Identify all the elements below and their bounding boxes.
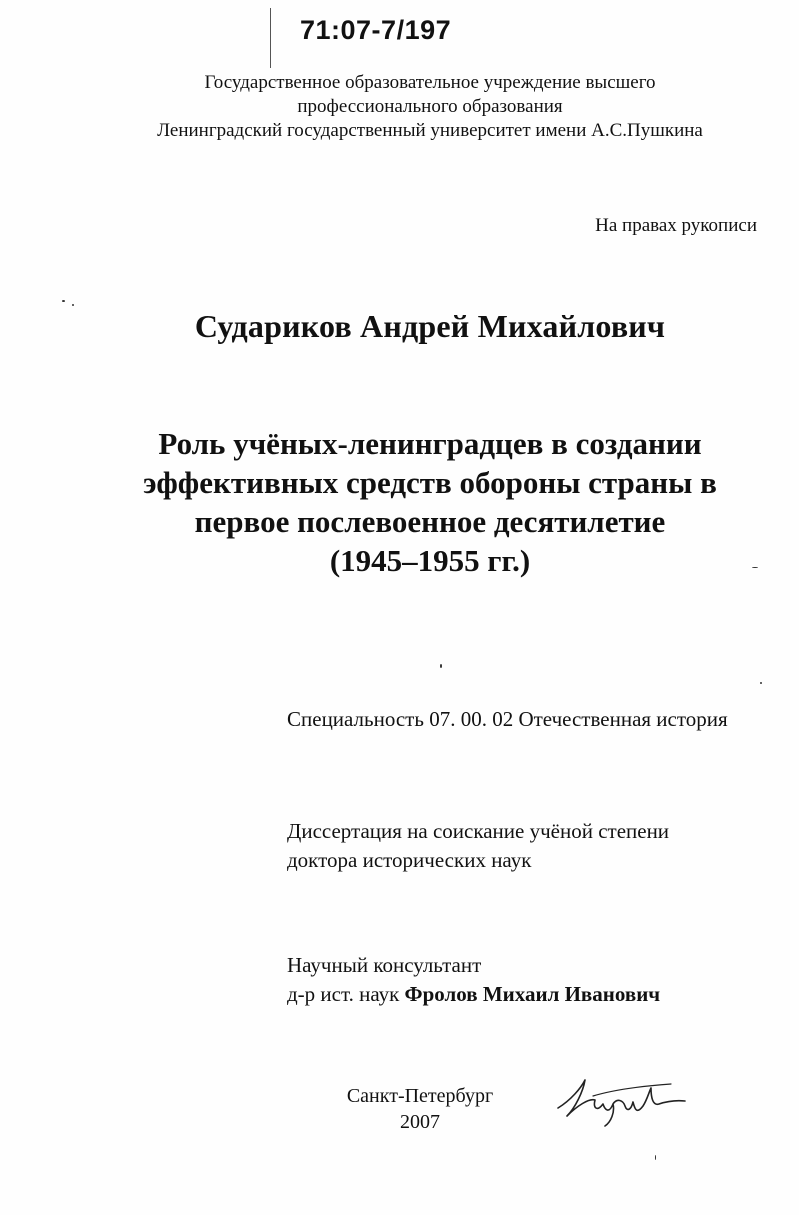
- title-line: Роль учёных-ленинградцев в создании: [158, 426, 702, 461]
- scan-speck: [440, 664, 442, 668]
- scan-margin-line: [270, 8, 271, 68]
- city-year: [320, 1083, 520, 1135]
- institution-line: Ленинградский государственный университет имени А.С.Пушкина: [157, 120, 703, 141]
- city: Санкт-Петербург: [346, 1085, 494, 1107]
- consultant-degree: д-р ист. наук: [287, 982, 400, 1006]
- dissertation-title: [110, 424, 750, 580]
- specialty: Специальность 07. 00. 02 Отечественная история: [287, 707, 728, 731]
- scan-speck: [752, 567, 758, 568]
- scan-speck: [760, 682, 762, 684]
- title-line: эффективных средств обороны страны в: [143, 465, 717, 500]
- title-line: (1945–1955 гг.): [329, 543, 531, 578]
- consultant-label: Научный консультант: [287, 953, 482, 977]
- consultant-name: Фролов Михаил Иванович: [404, 982, 661, 1006]
- institution-line: профессионального образования: [297, 96, 563, 117]
- degree-line: доктора исторических наук: [287, 848, 532, 872]
- scan-speck: [62, 300, 65, 302]
- scan-speck: [72, 304, 74, 306]
- scan-speck: [655, 1155, 656, 1160]
- handwritten-signature: [553, 1070, 688, 1130]
- degree-line: Диссертация на соискание учёной степени: [287, 819, 670, 843]
- consultant-line: [287, 980, 660, 1009]
- dissertation-degree: [287, 817, 669, 875]
- archive-code: 71:07-7/197: [300, 15, 452, 45]
- manuscript-note: На правах рукописи: [595, 215, 757, 236]
- institution-header: [100, 71, 760, 143]
- year: 2007: [400, 1111, 440, 1133]
- author-name: Судариков Андрей Михайлович: [194, 308, 666, 344]
- scientific-consultant: [287, 951, 660, 1009]
- institution-line: Государственное образовательное учреждение высшего: [204, 72, 656, 93]
- title-line: первое послевоенное десятилетие: [194, 504, 666, 539]
